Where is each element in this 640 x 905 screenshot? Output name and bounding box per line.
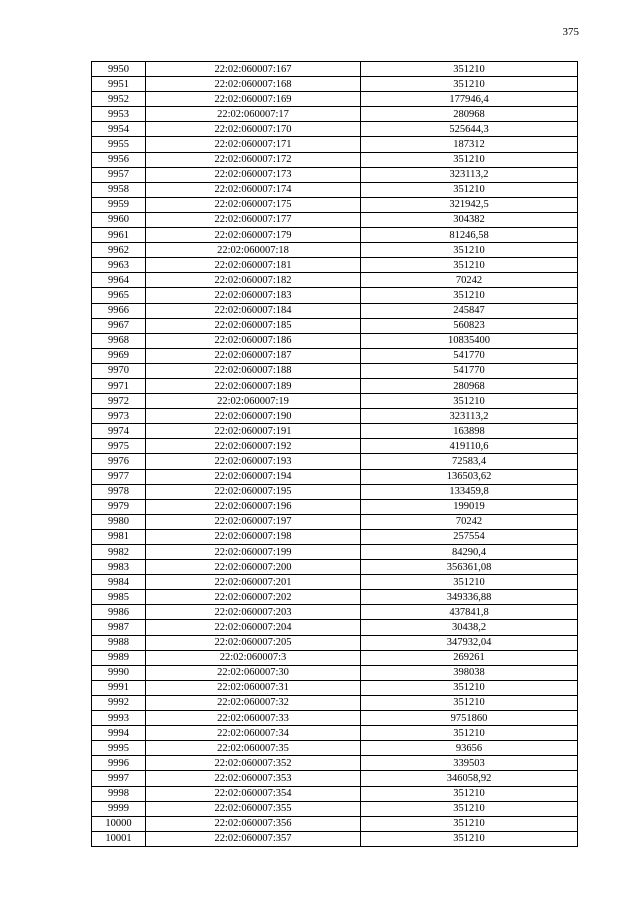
row-number-cell: 9950 — [92, 62, 146, 77]
table-row — [92, 605, 578, 620]
row-number-cell: 9956 — [92, 152, 146, 167]
table-row — [92, 590, 578, 605]
row-number-cell: 9963 — [92, 258, 146, 273]
table-row — [92, 635, 578, 650]
row-number-cell: 9964 — [92, 273, 146, 288]
value-cell: 72583,4 — [361, 454, 578, 469]
value-cell: 199019 — [361, 499, 578, 514]
row-number-cell: 9992 — [92, 695, 146, 710]
row-number-cell: 9983 — [92, 560, 146, 575]
table-row — [92, 454, 578, 469]
value-cell: 351210 — [361, 394, 578, 409]
row-number-cell: 10001 — [92, 831, 146, 846]
cadastral-number-cell: 22:02:060007:181 — [146, 258, 361, 273]
table-row — [92, 575, 578, 590]
cadastral-number-cell: 22:02:060007:184 — [146, 303, 361, 318]
row-number-cell: 9967 — [92, 318, 146, 333]
row-number-cell: 9977 — [92, 469, 146, 484]
row-number-cell: 9969 — [92, 348, 146, 363]
cadastral-number-cell: 22:02:060007:179 — [146, 228, 361, 243]
cadastral-number-cell: 22:02:060007:187 — [146, 348, 361, 363]
table-row — [92, 439, 578, 454]
table-row — [92, 62, 578, 77]
cadastral-number-cell: 22:02:060007:202 — [146, 590, 361, 605]
row-number-cell: 9989 — [92, 650, 146, 665]
cadastral-number-cell: 22:02:060007:171 — [146, 137, 361, 152]
row-number-cell: 9993 — [92, 711, 146, 726]
table-row — [92, 560, 578, 575]
value-cell: 347932,04 — [361, 635, 578, 650]
cadastral-number-cell: 22:02:060007:33 — [146, 711, 361, 726]
cadastral-number-cell: 22:02:060007:19 — [146, 394, 361, 409]
cadastral-number-cell: 22:02:060007:182 — [146, 273, 361, 288]
cadastral-number-cell: 22:02:060007:35 — [146, 741, 361, 756]
cadastral-number-cell: 22:02:060007:189 — [146, 378, 361, 393]
row-number-cell: 9971 — [92, 378, 146, 393]
value-cell: 84290,4 — [361, 545, 578, 560]
row-number-cell: 9974 — [92, 424, 146, 439]
table-row — [92, 469, 578, 484]
table-row — [92, 152, 578, 167]
value-cell: 349336,88 — [361, 590, 578, 605]
cadastral-number-cell: 22:02:060007:352 — [146, 756, 361, 771]
table-row — [92, 92, 578, 107]
table-body — [92, 62, 578, 847]
cadastral-number-cell: 22:02:060007:174 — [146, 182, 361, 197]
value-cell: 541770 — [361, 348, 578, 363]
cadastral-number-cell: 22:02:060007:198 — [146, 529, 361, 544]
value-cell: 525644,3 — [361, 122, 578, 137]
row-number-cell: 9966 — [92, 303, 146, 318]
table-row — [92, 107, 578, 122]
row-number-cell: 9996 — [92, 756, 146, 771]
cadastral-number-cell: 22:02:060007:183 — [146, 288, 361, 303]
row-number-cell: 9976 — [92, 454, 146, 469]
value-cell: 351210 — [361, 680, 578, 695]
value-cell: 30438,2 — [361, 620, 578, 635]
cadastral-number-cell: 22:02:060007:3 — [146, 650, 361, 665]
row-number-cell: 9982 — [92, 545, 146, 560]
cadastral-number-cell: 22:02:060007:201 — [146, 575, 361, 590]
row-number-cell: 9997 — [92, 771, 146, 786]
page-number: 375 — [562, 26, 579, 38]
cadastral-number-cell: 22:02:060007:203 — [146, 605, 361, 620]
value-cell: 81246,58 — [361, 228, 578, 243]
cadastral-number-cell: 22:02:060007:34 — [146, 726, 361, 741]
table-row — [92, 665, 578, 680]
row-number-cell: 9984 — [92, 575, 146, 590]
value-cell: 351210 — [361, 786, 578, 801]
table-row — [92, 318, 578, 333]
value-cell: 351210 — [361, 152, 578, 167]
cadastral-number-cell: 22:02:060007:188 — [146, 363, 361, 378]
value-cell: 351210 — [361, 288, 578, 303]
cadastral-number-cell: 22:02:060007:170 — [146, 122, 361, 137]
row-number-cell: 10000 — [92, 816, 146, 831]
table-row — [92, 529, 578, 544]
value-cell: 10835400 — [361, 333, 578, 348]
table-row — [92, 137, 578, 152]
value-cell: 356361,08 — [361, 560, 578, 575]
row-number-cell: 9962 — [92, 243, 146, 258]
value-cell: 339503 — [361, 756, 578, 771]
value-cell: 437841,8 — [361, 605, 578, 620]
table-row — [92, 303, 578, 318]
table-row — [92, 122, 578, 137]
row-number-cell: 9990 — [92, 665, 146, 680]
row-number-cell: 9985 — [92, 590, 146, 605]
value-cell: 9751860 — [361, 711, 578, 726]
value-cell: 280968 — [361, 378, 578, 393]
table-row — [92, 212, 578, 227]
cadastral-number-cell: 22:02:060007:30 — [146, 665, 361, 680]
row-number-cell: 9999 — [92, 801, 146, 816]
row-number-cell: 9958 — [92, 182, 146, 197]
value-cell: 323113,2 — [361, 409, 578, 424]
value-cell: 560823 — [361, 318, 578, 333]
table-row — [92, 348, 578, 363]
cadastral-number-cell: 22:02:060007:186 — [146, 333, 361, 348]
table-row — [92, 620, 578, 635]
row-number-cell: 9994 — [92, 726, 146, 741]
table-row — [92, 394, 578, 409]
row-number-cell: 9988 — [92, 635, 146, 650]
table-row — [92, 680, 578, 695]
cadastral-number-cell: 22:02:060007:204 — [146, 620, 361, 635]
value-cell: 351210 — [361, 726, 578, 741]
cadastral-number-cell: 22:02:060007:199 — [146, 545, 361, 560]
table-row — [92, 514, 578, 529]
cadastral-number-cell: 22:02:060007:172 — [146, 152, 361, 167]
table-row — [92, 288, 578, 303]
cadastral-number-cell: 22:02:060007:355 — [146, 801, 361, 816]
cadastral-number-cell: 22:02:060007:31 — [146, 680, 361, 695]
value-cell: 93656 — [361, 741, 578, 756]
table-row — [92, 726, 578, 741]
table-row — [92, 77, 578, 92]
value-cell: 351210 — [361, 62, 578, 77]
table-row — [92, 786, 578, 801]
table-row — [92, 182, 578, 197]
value-cell: 398038 — [361, 665, 578, 680]
cadastral-number-cell: 22:02:060007:194 — [146, 469, 361, 484]
row-number-cell: 9979 — [92, 499, 146, 514]
row-number-cell: 9978 — [92, 484, 146, 499]
table-row — [92, 756, 578, 771]
value-cell: 323113,2 — [361, 167, 578, 182]
cadastral-number-cell: 22:02:060007:357 — [146, 831, 361, 846]
table-row — [92, 273, 578, 288]
table-row — [92, 711, 578, 726]
cadastral-number-cell: 22:02:060007:197 — [146, 514, 361, 529]
value-cell: 351210 — [361, 258, 578, 273]
cadastral-number-cell: 22:02:060007:185 — [146, 318, 361, 333]
row-number-cell: 9991 — [92, 680, 146, 695]
cadastral-number-cell: 22:02:060007:196 — [146, 499, 361, 514]
cadastral-number-cell: 22:02:060007:168 — [146, 77, 361, 92]
table-row — [92, 243, 578, 258]
cadastral-number-cell: 22:02:060007:173 — [146, 167, 361, 182]
cadastral-number-cell: 22:02:060007:354 — [146, 786, 361, 801]
value-cell: 245847 — [361, 303, 578, 318]
table-row — [92, 167, 578, 182]
row-number-cell: 9955 — [92, 137, 146, 152]
value-cell: 304382 — [361, 212, 578, 227]
value-cell: 351210 — [361, 695, 578, 710]
row-number-cell: 9987 — [92, 620, 146, 635]
row-number-cell: 9973 — [92, 409, 146, 424]
cadastral-value-table — [91, 61, 578, 847]
table-row — [92, 409, 578, 424]
cadastral-number-cell: 22:02:060007:177 — [146, 212, 361, 227]
row-number-cell: 9953 — [92, 107, 146, 122]
table-row — [92, 333, 578, 348]
row-number-cell: 9959 — [92, 197, 146, 212]
cadastral-number-cell: 22:02:060007:195 — [146, 484, 361, 499]
value-cell: 351210 — [361, 575, 578, 590]
row-number-cell: 9970 — [92, 363, 146, 378]
table-row — [92, 258, 578, 273]
cadastral-number-cell: 22:02:060007:193 — [146, 454, 361, 469]
row-number-cell: 9965 — [92, 288, 146, 303]
row-number-cell: 9975 — [92, 439, 146, 454]
value-cell: 346058,92 — [361, 771, 578, 786]
cadastral-number-cell: 22:02:060007:356 — [146, 816, 361, 831]
cadastral-number-cell: 22:02:060007:200 — [146, 560, 361, 575]
cadastral-number-cell: 22:02:060007:169 — [146, 92, 361, 107]
row-number-cell: 9954 — [92, 122, 146, 137]
table-row — [92, 424, 578, 439]
row-number-cell: 9972 — [92, 394, 146, 409]
value-cell: 419110,6 — [361, 439, 578, 454]
table-row — [92, 228, 578, 243]
table-row — [92, 484, 578, 499]
cadastral-number-cell: 22:02:060007:167 — [146, 62, 361, 77]
value-cell: 70242 — [361, 514, 578, 529]
table-row — [92, 831, 578, 846]
row-number-cell: 9951 — [92, 77, 146, 92]
table-row — [92, 378, 578, 393]
cadastral-number-cell: 22:02:060007:192 — [146, 439, 361, 454]
value-cell: 351210 — [361, 243, 578, 258]
table-row — [92, 816, 578, 831]
cadastral-number-cell: 22:02:060007:191 — [146, 424, 361, 439]
value-cell: 133459,8 — [361, 484, 578, 499]
row-number-cell: 9968 — [92, 333, 146, 348]
cadastral-number-cell: 22:02:060007:190 — [146, 409, 361, 424]
row-number-cell: 9998 — [92, 786, 146, 801]
value-cell: 257554 — [361, 529, 578, 544]
table-row — [92, 197, 578, 212]
value-cell: 136503,62 — [361, 469, 578, 484]
row-number-cell: 9980 — [92, 514, 146, 529]
row-number-cell: 9986 — [92, 605, 146, 620]
table-row — [92, 363, 578, 378]
row-number-cell: 9995 — [92, 741, 146, 756]
value-cell: 177946,4 — [361, 92, 578, 107]
value-cell: 541770 — [361, 363, 578, 378]
value-cell: 321942,5 — [361, 197, 578, 212]
table-row — [92, 741, 578, 756]
value-cell: 269261 — [361, 650, 578, 665]
table-row — [92, 499, 578, 514]
row-number-cell: 9960 — [92, 212, 146, 227]
table-row — [92, 650, 578, 665]
row-number-cell: 9961 — [92, 228, 146, 243]
value-cell: 70242 — [361, 273, 578, 288]
table-row — [92, 801, 578, 816]
value-cell: 280968 — [361, 107, 578, 122]
table-row — [92, 771, 578, 786]
table-row — [92, 545, 578, 560]
row-number-cell: 9952 — [92, 92, 146, 107]
cadastral-number-cell: 22:02:060007:18 — [146, 243, 361, 258]
cadastral-number-cell: 22:02:060007:353 — [146, 771, 361, 786]
cadastral-number-cell: 22:02:060007:205 — [146, 635, 361, 650]
value-cell: 351210 — [361, 816, 578, 831]
value-cell: 351210 — [361, 182, 578, 197]
table-row — [92, 695, 578, 710]
value-cell: 351210 — [361, 801, 578, 816]
row-number-cell: 9981 — [92, 529, 146, 544]
cadastral-number-cell: 22:02:060007:17 — [146, 107, 361, 122]
value-cell: 351210 — [361, 77, 578, 92]
value-cell: 187312 — [361, 137, 578, 152]
row-number-cell: 9957 — [92, 167, 146, 182]
cadastral-number-cell: 22:02:060007:32 — [146, 695, 361, 710]
value-cell: 163898 — [361, 424, 578, 439]
value-cell: 351210 — [361, 831, 578, 846]
cadastral-number-cell: 22:02:060007:175 — [146, 197, 361, 212]
